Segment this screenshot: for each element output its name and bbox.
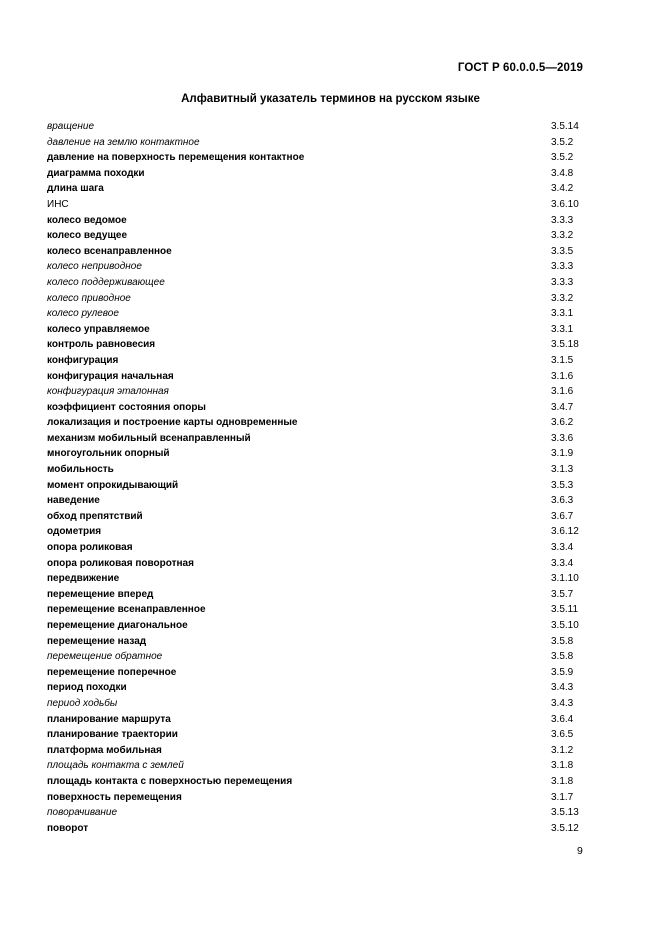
index-term: колесо ведущее <box>47 230 127 242</box>
index-entry <box>47 307 587 323</box>
index-entry <box>47 245 587 261</box>
index-reference: 3.5.10 <box>551 620 579 631</box>
index-term: перемещение вперед <box>47 588 154 600</box>
index-reference: 3.1.2 <box>551 744 574 756</box>
index-reference: 3.5.18 <box>551 339 579 351</box>
index-reference: 3.1.6 <box>551 370 574 382</box>
index-entry <box>47 260 587 276</box>
index-term: перемещение поперечное <box>47 666 177 678</box>
index-term: поворот <box>47 822 89 834</box>
index-entry <box>47 182 587 198</box>
index-reference: 3.5.14 <box>551 121 579 132</box>
index-entry <box>47 603 587 619</box>
index-reference: 3.1.6 <box>551 386 574 398</box>
index-entry <box>47 557 587 573</box>
index-term: колесо приводное <box>47 292 131 304</box>
index-entry <box>47 276 587 292</box>
index-reference: 3.3.2 <box>551 292 574 304</box>
index-title: Алфавитный указатель терминов на русском языке <box>181 93 480 105</box>
index-term: период походки <box>47 682 127 694</box>
index-term: длина шага <box>47 183 104 195</box>
index-entry <box>47 588 587 604</box>
index-entry <box>47 229 587 245</box>
index-entry <box>47 198 587 214</box>
index-reference: 3.3.3 <box>551 214 574 226</box>
index-term: опора роликовая <box>47 542 133 554</box>
index-term: давление на поверхность перемещения контактное <box>47 152 305 164</box>
index-reference: 3.1.5 <box>551 354 574 366</box>
index-term: планирование маршрута <box>47 713 171 725</box>
index-term: мобильность <box>47 464 114 476</box>
index-term: поверхность перемещения <box>47 791 182 803</box>
index-reference: 3.5.11 <box>551 604 579 616</box>
index-term: диаграмма походки <box>47 167 145 179</box>
index-entry <box>47 120 587 136</box>
index-reference: 3.5.2 <box>551 136 574 148</box>
index-term: площадь контакта с землей <box>47 760 184 772</box>
index-entry <box>47 401 587 417</box>
standard-code: ГОСТ Р 60.0.0.5—2019 <box>457 62 583 74</box>
index-term: колесо всенаправленное <box>47 245 172 257</box>
index-entry <box>47 323 587 339</box>
index-entry <box>47 494 587 510</box>
index-reference: 3.3.5 <box>551 245 574 257</box>
index-reference: 3.1.7 <box>551 791 574 803</box>
index-entry <box>47 759 587 775</box>
index-term: колесо поддерживающее <box>47 276 165 288</box>
index-term: локализация и построение карты одновременные <box>47 417 298 429</box>
index-reference: 3.5.3 <box>551 479 574 491</box>
term-index-list <box>47 120 587 837</box>
index-entry <box>47 463 587 479</box>
index-term: поворачивание <box>47 807 118 819</box>
index-entry <box>47 666 587 682</box>
index-term: вращение <box>47 121 95 132</box>
index-entry <box>47 338 587 354</box>
index-term: период ходьбы <box>47 697 118 709</box>
index-term: конфигурация эталонная <box>47 386 169 398</box>
index-term: площадь контакта с поверхностью перемещения <box>47 775 293 787</box>
index-entry <box>47 806 587 822</box>
index-entry <box>47 775 587 791</box>
index-entry <box>47 697 587 713</box>
index-term: перемещение назад <box>47 635 147 647</box>
index-entry <box>47 136 587 152</box>
index-term: контроль равновесия <box>47 339 156 351</box>
index-reference: 3.1.10 <box>551 573 579 585</box>
index-reference: 3.1.8 <box>551 760 574 772</box>
index-reference: 3.6.10 <box>551 198 579 210</box>
index-term: конфигурация <box>47 354 119 366</box>
index-entry <box>47 416 587 432</box>
index-term: колесо рулевое <box>47 308 119 320</box>
index-reference: 3.3.2 <box>551 230 574 242</box>
index-term: передвижение <box>47 573 120 585</box>
index-reference: 3.1.8 <box>551 775 574 787</box>
index-reference: 3.4.2 <box>551 183 574 195</box>
index-term: многоугольник опорный <box>47 448 170 460</box>
index-entry <box>47 728 587 744</box>
index-term: платформа мобильная <box>47 744 162 756</box>
index-reference: 3.5.2 <box>551 152 574 164</box>
index-reference: 3.3.4 <box>551 542 574 554</box>
index-reference: 3.3.1 <box>551 323 574 335</box>
index-reference: 3.1.3 <box>551 464 574 476</box>
index-reference: 3.6.2 <box>551 417 574 429</box>
index-reference: 3.4.7 <box>551 401 574 413</box>
index-term: опора роликовая поворотная <box>47 557 194 569</box>
index-entry <box>47 541 587 557</box>
index-reference: 3.4.3 <box>551 682 574 694</box>
index-term: ИНС <box>47 198 69 210</box>
index-reference: 3.3.3 <box>551 276 574 288</box>
index-term: колесо неприводное <box>47 261 142 273</box>
index-term: момент опрокидывающий <box>47 479 179 491</box>
index-term: одометрия <box>47 526 102 538</box>
index-entry <box>47 167 587 183</box>
index-reference: 3.6.12 <box>551 526 579 538</box>
index-entry <box>47 292 587 308</box>
index-entry <box>47 479 587 495</box>
index-entry <box>47 619 587 635</box>
index-reference: 3.4.8 <box>551 167 574 179</box>
index-reference: 3.6.5 <box>551 729 574 741</box>
index-reference: 3.6.7 <box>551 510 574 522</box>
index-reference: 3.5.8 <box>551 651 574 663</box>
index-term: обход препятствий <box>47 510 143 522</box>
index-reference: 3.1.9 <box>551 448 574 460</box>
index-entry <box>47 681 587 697</box>
index-entry <box>47 370 587 386</box>
index-entry <box>47 214 587 230</box>
index-term: планирование траектории <box>47 729 178 741</box>
index-entry <box>47 432 587 448</box>
index-term: перемещение всенаправленное <box>47 604 206 616</box>
index-reference: 3.5.8 <box>551 635 574 647</box>
index-reference: 3.3.6 <box>551 432 574 444</box>
index-term: перемещение диагональное <box>47 620 188 631</box>
index-reference: 3.3.4 <box>551 557 574 569</box>
index-term: колесо управляемое <box>47 323 150 335</box>
index-reference: 3.5.7 <box>551 588 574 600</box>
index-reference: 3.3.1 <box>551 308 574 320</box>
index-reference: 3.6.4 <box>551 713 574 725</box>
index-term: давление на землю контактное <box>47 136 200 148</box>
index-term: конфигурация начальная <box>47 370 174 382</box>
index-reference: 3.5.12 <box>551 822 579 834</box>
index-term: колесо ведомое <box>47 214 127 226</box>
index-entry <box>47 385 587 401</box>
index-term: перемещение обратное <box>47 651 163 663</box>
index-term: механизм мобильный всенаправленный <box>47 432 251 444</box>
index-entry <box>47 635 587 651</box>
index-entry <box>47 510 587 526</box>
index-entry <box>47 744 587 760</box>
index-entry <box>47 354 587 370</box>
page-number: 9 <box>577 845 583 857</box>
index-entry <box>47 151 587 167</box>
index-entry <box>47 447 587 463</box>
index-reference: 3.5.13 <box>551 807 579 819</box>
index-reference: 3.3.3 <box>551 261 574 273</box>
index-term: наведение <box>47 495 100 507</box>
index-entry <box>47 525 587 541</box>
index-reference: 3.6.3 <box>551 495 574 507</box>
index-reference: 3.4.3 <box>551 697 574 709</box>
index-entry <box>47 572 587 588</box>
index-entry <box>47 713 587 729</box>
index-entry <box>47 791 587 807</box>
index-entry <box>47 650 587 666</box>
index-entry <box>47 822 587 838</box>
index-reference: 3.5.9 <box>551 666 574 678</box>
index-term: коэффициент состояния опоры <box>47 401 206 413</box>
